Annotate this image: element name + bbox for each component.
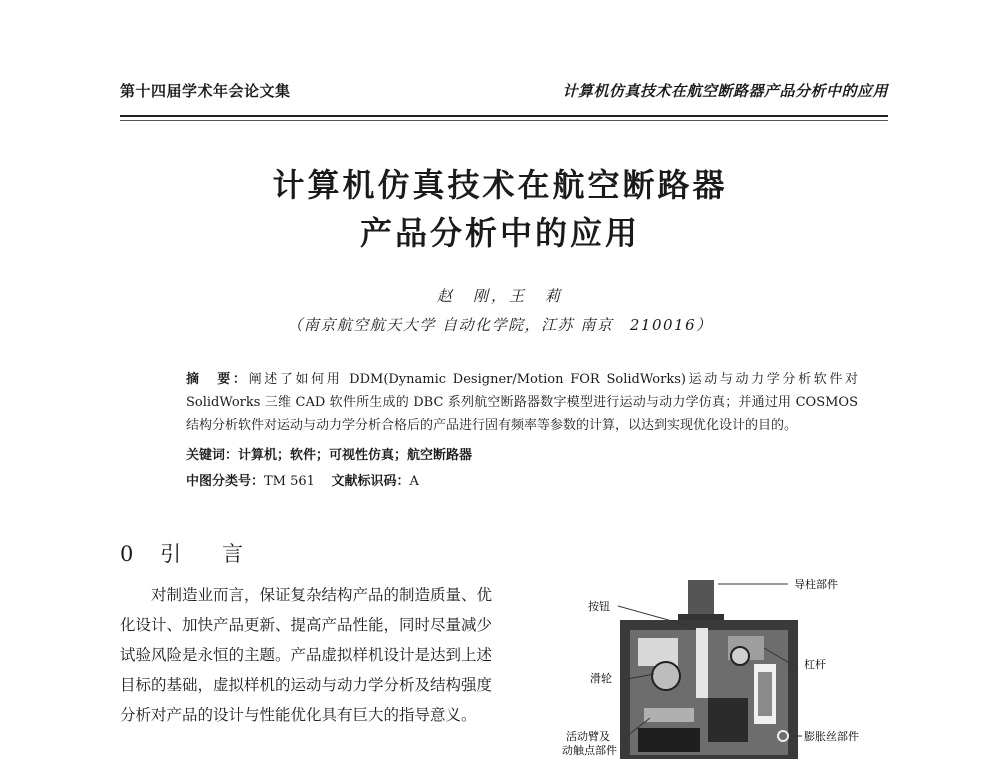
abstract-text: 阐述了如何用 DDM(Dynamic Designer/Motion FOR SolidWorks)运动与动力学分析软件对 SolidWorks 三维 CAD 软件所生成的 DBC 系列航空断路器数字模型进行运动与动力学仿真；并通过用 COSMOS 结构分析软件对运动与动力学分析合格后的产品进行固有频率等参数的计算，以达到实现优化设计的目的。	[186, 372, 858, 433]
label-button: 按钮	[588, 600, 610, 613]
doc-code-value: A	[409, 474, 419, 489]
label-guide: 导柱部件	[794, 578, 838, 591]
paper-title-line-1: 计算机仿真技术在航空断路器	[272, 166, 728, 204]
base-block	[638, 728, 700, 752]
paper-title-line-2: 产品分析中的应用	[359, 214, 640, 252]
clc-label: 中图分类号：	[186, 474, 265, 489]
lever-pivot	[731, 647, 749, 665]
moving-arm	[644, 708, 694, 722]
contact-block	[708, 698, 748, 742]
clc-value: TM 561	[264, 474, 315, 489]
abstract-label: 摘 要：	[186, 372, 249, 387]
classification	[186, 470, 419, 489]
affiliation: （南京航空航天大学 自动化学院，江苏 南京 210016）	[287, 316, 713, 334]
label-pulley: 滑轮	[590, 672, 612, 685]
header-rule-thick	[120, 115, 888, 117]
section-title: 引 言	[160, 542, 254, 566]
button-shaft	[696, 628, 708, 698]
pulley-wheel	[652, 662, 680, 690]
label-lever: 杠杆	[804, 658, 826, 671]
pulley-block	[638, 638, 678, 666]
label-arm: 活动臂及	[566, 730, 610, 743]
circuit-breaker-figure	[558, 568, 868, 759]
keywords-label: 关键词：	[186, 448, 239, 463]
expansion-wire	[758, 672, 772, 716]
section-number: 0	[120, 542, 144, 566]
running-header-right: 计算机仿真技术在航空断路器产品分析中的应用	[562, 82, 888, 100]
authors: 赵 刚，王 莉	[436, 287, 563, 305]
section-heading	[120, 538, 253, 568]
doc-code-label: 文献标识码：	[331, 474, 410, 489]
header-rule-thin	[120, 120, 888, 121]
keywords-text: 计算机；软件；可视性仿真；航空断路器	[238, 448, 473, 463]
intro-paragraph: 对制造业而言，保证复杂结构产品的制造质量、优化设计、加快产品更新、提高产品性能，同时尽量减少试验风险是永恒的主题。产品虚拟样机设计是达到上述目标的基础，虚拟样机的运动与动力学分析及结构强度分析对产品的设计与性能优化具有巨大的指导意义。	[120, 586, 493, 724]
label-contact: 动触点部件	[562, 744, 617, 757]
running-header-left: 第十四届学术年会论文集	[120, 82, 291, 100]
keywords	[186, 444, 472, 463]
label-wire: 膨胀丝部件	[804, 730, 859, 743]
breaker-cutaway-diagram	[558, 568, 868, 759]
abstract	[186, 368, 858, 437]
